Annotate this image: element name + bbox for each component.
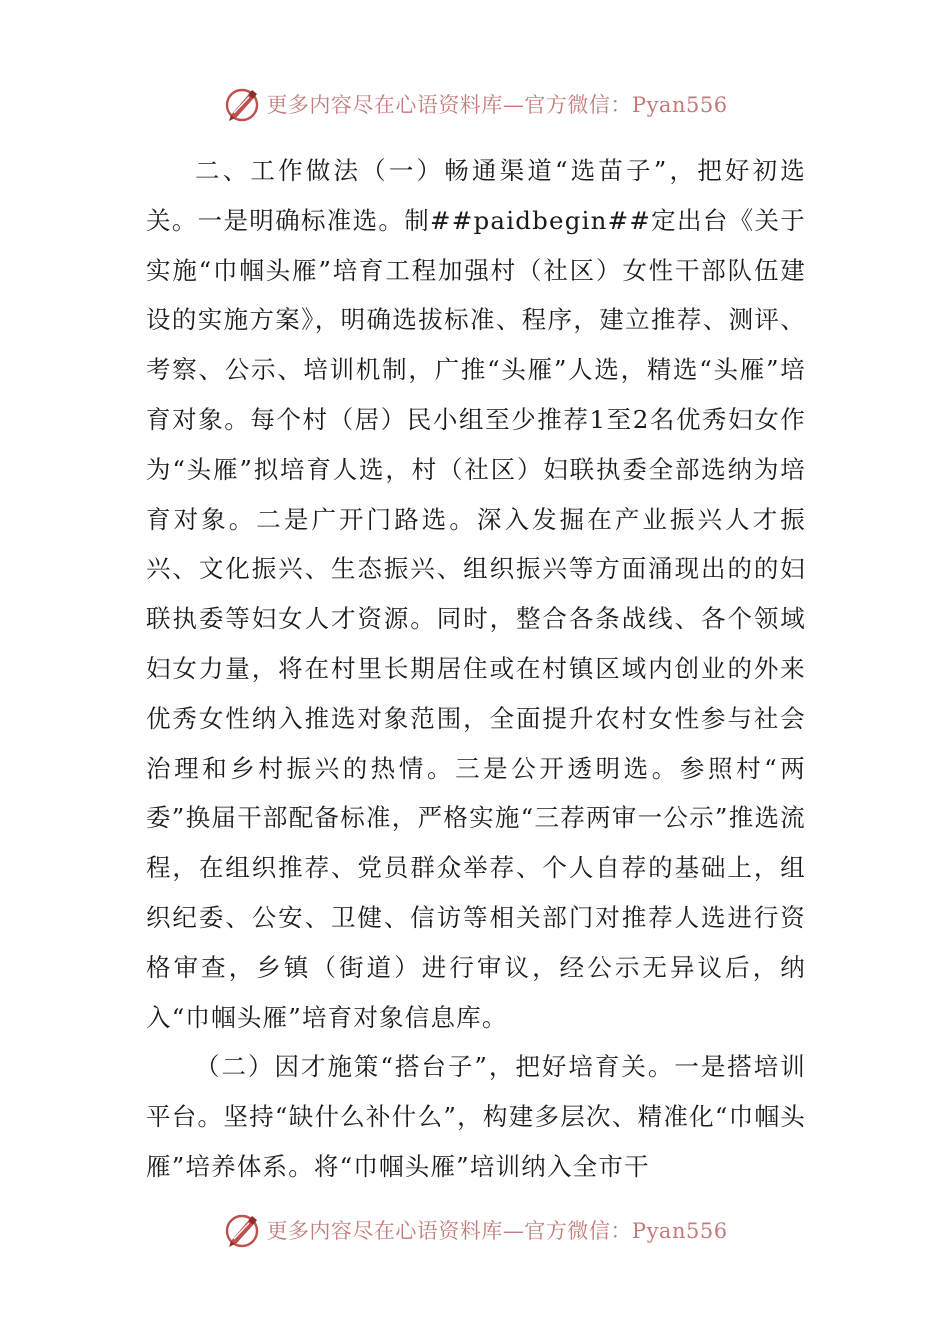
pen-logo-icon — [222, 84, 262, 124]
header-watermark-banner — [0, 82, 950, 126]
pen-logo-icon — [222, 1210, 262, 1250]
footer-watermark-banner — [0, 1208, 950, 1252]
paragraph: （二）因才施策“搭台子”，把好培育关。一是搭培训平台。坚持“缺什么补什么”，构建多层次、精准化“巾帼头雁”培养体系。将“巾帼头雁”培训纳入全市干 — [146, 1052, 806, 1181]
document-body — [146, 146, 806, 1192]
watermark-text: 更多内容尽在心语资料库—官方微信：Pyan556 — [266, 93, 728, 117]
paragraph: 二、工作做法（一）畅通渠道“选苗子”，把好初选关。一是明确标准选。制##paidbegin##定出台《关于实施“巾帼头雁”培育工程加强村（社区）女性干部队伍建设的实施方案》，明确选拔标准、程序，建立推荐、测评、考察、公示、培训机制，广推“头雁”人选，精选“头雁”培育对象。每个村（居）民小组至少推荐1至2名优秀妇女作为“头雁”拟培育人选，村（社区）妇联执委全部选纳为培育对象。二是广开门路选。深入发掘在产业振兴人才振兴、文化振兴、生态振兴、组织振兴等方面涌现出的的妇联执委等妇女人才资源。同时，整合各条战线、各个领域妇女力量，将在村里长期居住或在村镇区域内创业的外来优秀女性纳入推选对象范围，全面提升农村女性参与社会治理和乡村振兴的热情。三是公开透明选。参照村“两委”换届干部配备标准，严格实施“三荐两审一公示”推选流程，在组织推荐、党员群众举荐、个人自荐的基础上，组织纪委、公安、卫健、信访等相关部门对推荐人选进行资格审查，乡镇（街道）进行审议，经公示无异议后，纳入“巾帼头雁”培育对象信息库。 — [146, 156, 806, 1032]
watermark-text: 更多内容尽在心语资料库—官方微信：Pyan556 — [266, 1219, 728, 1243]
